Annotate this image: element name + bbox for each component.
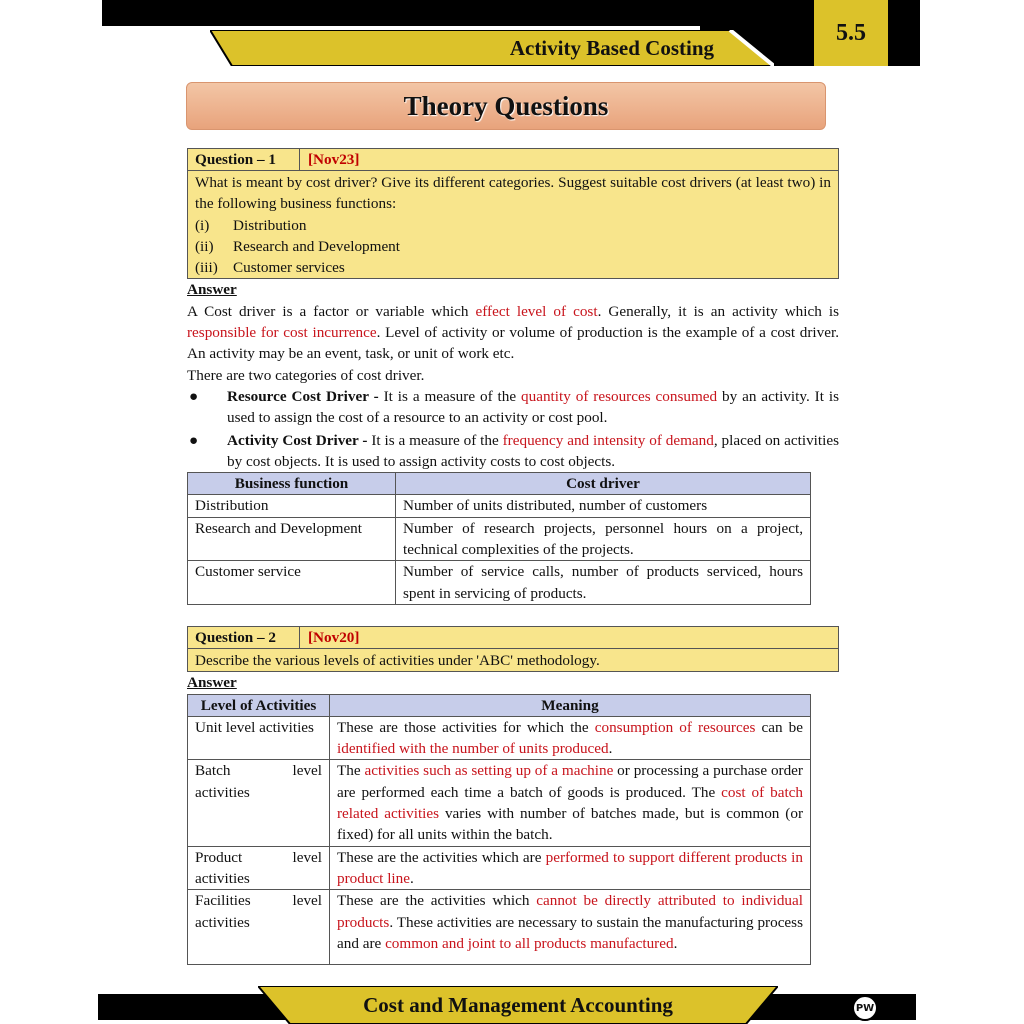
question-1-item [195, 215, 831, 236]
section-banner [186, 82, 826, 130]
highlight-text: effect level of cost [475, 302, 598, 320]
item-text: Customer services [233, 259, 345, 277]
text-run: . Level of activity or volume of production is the example of a cost driver. An activity may be an event, task, or unit of work etc. [187, 324, 839, 363]
level-word: level [292, 848, 322, 866]
text-run: . Generally, it is an activity which is [597, 302, 839, 320]
question-1-label: Question – 1 [188, 149, 300, 170]
column-header: Level of Activities [188, 694, 330, 716]
table-cell: Research and Development [188, 517, 396, 561]
bullet-icon: ● [189, 387, 199, 405]
question-2-body [188, 649, 838, 671]
bullet-item [187, 386, 839, 429]
level-line [195, 847, 322, 868]
table-row [188, 846, 811, 890]
highlight-text: performed to support different products in product line [337, 848, 803, 887]
level-line [195, 760, 322, 781]
highlight-text: cannot be directly attributed to individual products [337, 892, 803, 931]
level-word: Product [195, 848, 243, 866]
text-run: It is a measure of the [367, 431, 503, 449]
item-number: (ii) [195, 237, 214, 255]
question-1-item [195, 236, 831, 257]
column-header: Cost driver [396, 473, 811, 495]
bullet-icon: ● [189, 431, 199, 449]
page-content [187, 148, 839, 965]
text-run: , placed on activities by cost objects. It is used to assign activity costs to cost objects. [227, 431, 839, 470]
meaning-cell [330, 846, 811, 890]
text-run: varies with number of batches made, but is common (or fixed) for all units within the batch. [337, 805, 803, 844]
spacer [187, 605, 839, 626]
question-2-tag: [Nov20] [308, 628, 360, 646]
table-row [188, 495, 811, 517]
meaning-cell [330, 716, 811, 760]
meaning-cell [330, 890, 811, 965]
highlight-text: consumption of resources [594, 718, 756, 736]
text-run: A Cost driver is a factor or variable which [187, 302, 476, 320]
highlight-text: common and joint to all products manufactured [385, 934, 674, 952]
page-number: 5.5 [814, 0, 888, 66]
text-run: by an activity. It is used to assign the cost of a resource to an activity or cost pool. [227, 387, 839, 427]
answer-1-paragraph [187, 301, 839, 365]
section-title: Theory Questions [403, 90, 609, 121]
answer-1-paragraph-2: There are two categories of cost driver. [187, 366, 425, 384]
table-header-row [188, 694, 811, 716]
item-number: (i) [195, 216, 210, 234]
level-line [195, 890, 322, 911]
chapter-title: Activity Based Costing [509, 35, 714, 60]
question-1-header [188, 149, 838, 171]
level-cell [188, 846, 330, 890]
level-word: Batch [195, 762, 231, 780]
highlight-text: identified with the number of units produced [337, 740, 609, 758]
question-2-header [188, 627, 838, 649]
level-word: activities [195, 869, 250, 887]
question-1-box [187, 148, 839, 279]
question-2-label: Question – 2 [188, 627, 300, 648]
question-1-body [188, 171, 838, 278]
table-row [188, 561, 811, 605]
text-run: These are the activities which [337, 892, 537, 910]
activity-levels-table [187, 694, 811, 966]
level-word: level [292, 762, 322, 780]
text-run: can be [755, 718, 803, 736]
question-1-text: What is meant by cost driver? Give its different categories. Suggest suitable cost drivers (at least two) in the following business functions: [195, 174, 831, 213]
column-header: Meaning [330, 694, 811, 716]
level-word: level [292, 892, 322, 910]
table-row [188, 760, 811, 846]
level-cell [188, 760, 330, 846]
highlight-text: cost of batch related activities [337, 783, 803, 823]
text-run: These are those activities for which the [337, 718, 595, 736]
level-cell [188, 890, 330, 965]
highlight-text: quantity of resources consumed [521, 387, 718, 405]
text-run: . [608, 740, 613, 758]
text-run: . [409, 869, 414, 887]
highlight-text: activities such as setting up of a machine [364, 762, 614, 780]
level-word: activities [195, 913, 250, 931]
text-run: or processing a purchase order are performed each time a batch of goods is produced. The [337, 762, 803, 801]
item-number: (iii) [195, 259, 218, 277]
bullet-term: Activity Cost Driver - [227, 431, 368, 449]
table-cell: Distribution [188, 495, 396, 517]
table-header-row [188, 473, 811, 495]
table-cell: Number of units distributed, number of customers [396, 495, 811, 517]
question-2-text: Describe the various levels of activities under 'ABC' methodology. [195, 651, 600, 669]
text-run: The [337, 762, 365, 780]
level-cell: Unit level activities [188, 716, 330, 760]
table-row [188, 716, 811, 760]
text-run: . [673, 934, 678, 952]
bullet-term: Resource Cost Driver - [227, 387, 379, 405]
table-row [188, 890, 811, 965]
bullet-text [227, 386, 839, 429]
answer-1-heading: Answer [187, 281, 237, 299]
question-1-item [195, 257, 831, 278]
cost-driver-table [187, 472, 811, 605]
bullet-item [187, 430, 839, 473]
text-run: These are the activities which are [337, 848, 546, 866]
meaning-cell [330, 760, 811, 846]
table-row [188, 517, 811, 561]
table-cell: Number of service calls, number of products serviced, hours spent in servicing of products. [396, 561, 811, 605]
highlight-text: responsible for cost incurrence [187, 324, 377, 342]
text-run: . These activities are necessary to sustain the manufacturing process and are [337, 913, 803, 952]
question-2-box [187, 626, 839, 672]
footer-title: Cost and Management Accounting [363, 992, 673, 1017]
pw-logo-icon: PW [852, 995, 878, 1021]
level-word: activities [195, 783, 250, 801]
highlight-text: frequency and intensity of demand [502, 431, 714, 449]
column-header: Business function [188, 473, 396, 495]
level-word: Facilities [195, 892, 251, 910]
question-1-tag: [Nov23] [308, 151, 360, 168]
bullet-text [227, 430, 839, 473]
table-cell: Number of research projects, personnel hours on a project, technical complexities of the projects. [396, 517, 811, 561]
table-cell: Customer service [188, 561, 396, 605]
item-text: Research and Development [233, 237, 400, 255]
item-text: Distribution [233, 216, 307, 234]
answer-2-heading: Answer [187, 674, 237, 692]
text-run: It is a measure of the [378, 387, 522, 405]
